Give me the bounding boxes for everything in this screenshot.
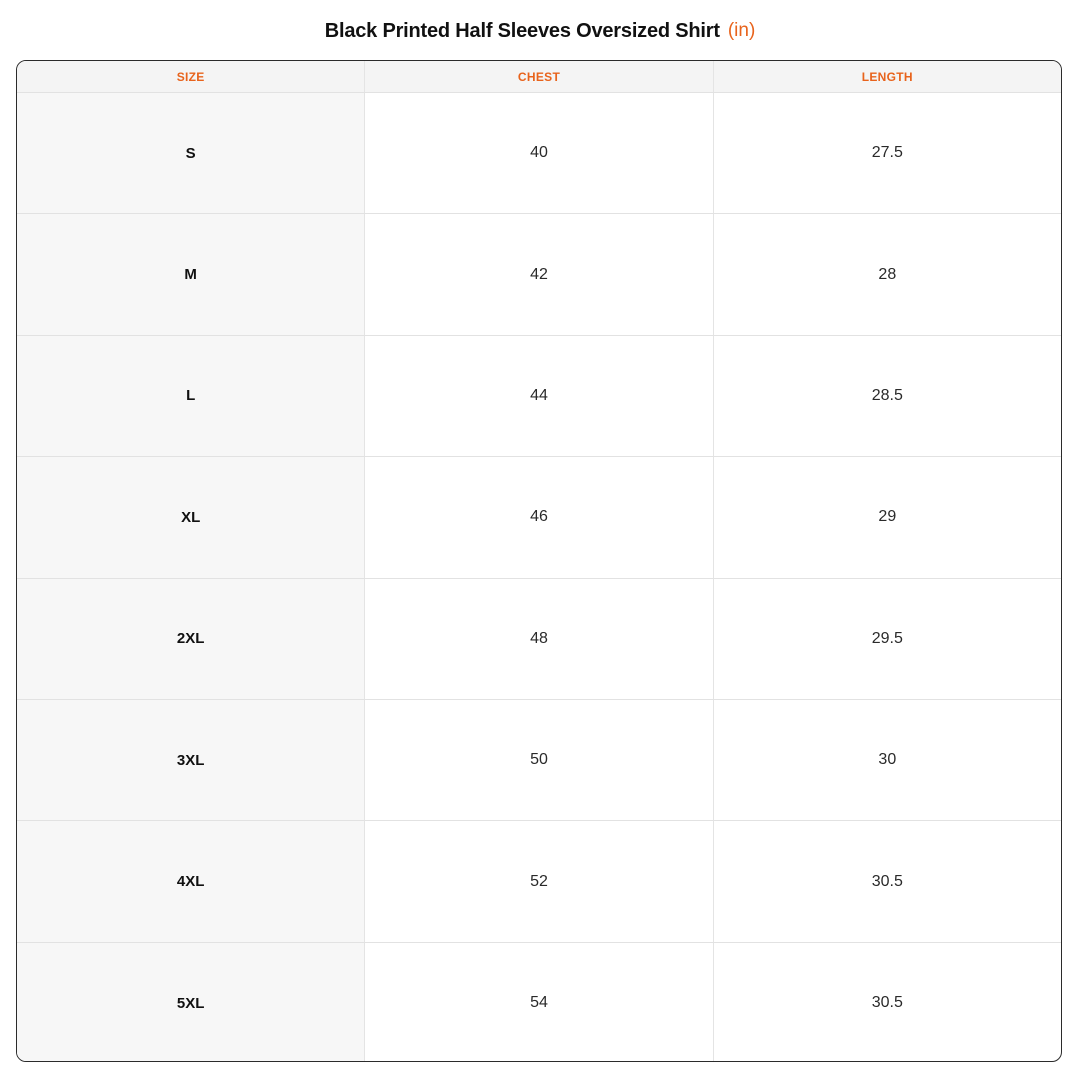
- length-cell: 28: [878, 265, 897, 283]
- chest-cell: 48: [365, 579, 713, 699]
- size-cell: 5XL: [17, 943, 365, 1062]
- table-body: [17, 93, 1061, 1062]
- length-cell: 28.5: [871, 386, 903, 404]
- size-cell: 3XL: [17, 700, 365, 820]
- size-cell: S: [17, 93, 365, 213]
- size-cell: 4XL: [17, 821, 365, 941]
- table-row: [17, 93, 1061, 214]
- size-cell: XL: [17, 457, 365, 577]
- size-cell: M: [17, 214, 365, 334]
- unit-label: (in): [727, 20, 756, 41]
- size-cell: 2XL: [17, 579, 365, 699]
- title-row: [0, 14, 1080, 48]
- size-cell: L: [17, 336, 365, 456]
- table-row: [17, 457, 1061, 578]
- size-table: [16, 60, 1062, 1062]
- table-row: [17, 821, 1061, 942]
- table-row: [17, 700, 1061, 821]
- table-row: [17, 943, 1061, 1062]
- header-chest: CHEST: [365, 61, 713, 92]
- chest-cell: 52: [365, 821, 713, 941]
- chest-cell: 40: [365, 93, 713, 213]
- header-length: LENGTH: [861, 69, 913, 84]
- chest-cell: 50: [365, 700, 713, 820]
- page-title: Black Printed Half Sleeves Oversized Shirt: [324, 19, 720, 42]
- header-size: SIZE: [17, 61, 365, 92]
- table-row: [17, 336, 1061, 457]
- length-cell: 30: [878, 751, 897, 769]
- length-cell: 27.5: [871, 144, 903, 162]
- table-header-row: [17, 61, 1061, 93]
- chest-cell: 54: [365, 943, 713, 1062]
- table-row: [17, 214, 1061, 335]
- table-row: [17, 579, 1061, 700]
- chest-cell: 44: [365, 336, 713, 456]
- length-cell: 29.5: [871, 629, 903, 647]
- chest-cell: 42: [365, 214, 713, 334]
- length-cell: 30.5: [871, 994, 903, 1012]
- length-cell: 29: [878, 508, 897, 526]
- length-cell: 30.5: [871, 872, 903, 890]
- chest-cell: 46: [365, 457, 713, 577]
